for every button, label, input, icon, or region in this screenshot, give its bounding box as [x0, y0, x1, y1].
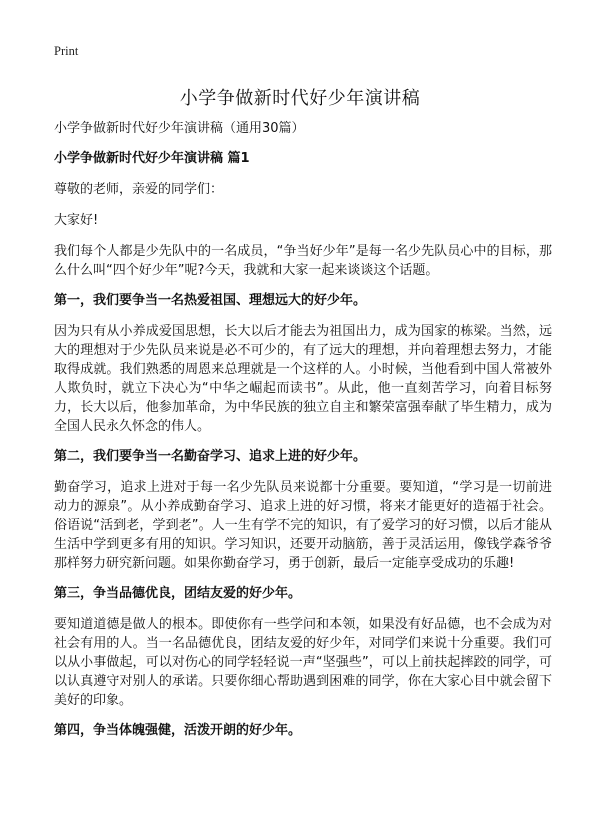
- page-title: 小学争做新时代好少年演讲稿: [179, 88, 421, 109]
- point-heading-3: 第三，争当品德优良，团结友爱的好少年。: [54, 586, 302, 601]
- intro-paragraph: 我们每个人都是少先队中的一名成员，“争当好少年”是每一名少先队员心中的目标，那么什么叫“四个好少年”呢?今天，我就和大家一起来谈谈这个话题。: [54, 244, 552, 278]
- section-heading: 小学争做新时代好少年演讲稿 篇1: [54, 151, 250, 166]
- document-body: [54, 120, 552, 752]
- point-paragraph-3: 要知道道德是做人的根本。即使你有一些学问和本领，如果没有好品德，也不会成为对社会有用的人。当一名品德优良，团结友爱的好少年，对同学们来说十分重要。我们可以从小事做起，可以对伤心的同学轻轻说一声“坚强些”，可以上前扶起摔跤的同学，可以认真遵守对别人的承诺。只要你细心帮助遇到困难的同学，你在大家心目中就会留下美好的印象。: [54, 617, 552, 708]
- greeting-paragraph: 尊敬的老师，亲爱的同学们：: [54, 182, 224, 197]
- point-paragraph-2: 勤奋学习，追求上进对于每一名少先队员来说都十分重要。要知道，“学习是一切前进动力的源泉”。从小养成勤奋学习、追求上进的好习惯，将来才能更好的造福于社会。俗语说“活到老，学到老”。人一生有学不完的知识，有了爱学习的好习惯，以后才能从生活中学到更多有用的知识。学习知识，还要开动脑筋，善于灵活运用，像钱学森爷爷那样努力研究新问题。如果你勤奋学习，勇于创新，最后一定能享受成功的乐趣!: [54, 480, 552, 571]
- print-link[interactable]: Print: [54, 44, 79, 58]
- point-heading-2: 第二，我们要争当一名勤奋学习、追求上进的好少年。: [54, 449, 367, 464]
- point-paragraph-1: 因为只有从小养成爱国思想，长大以后才能去为祖国出力，成为国家的栋梁。当然，远大的理想对于少先队员来说是必不可少的，有了远大的理想，并向着理想去努力，才能取得成就。我们熟悉的周恩来总理就是一个这样的人。小时候，当他看到中国人常被外人欺负时，就立下决心为“中华之崛起而读书”。从此，他一直刻苦学习，向着目标努力，长大以后，他参加革命，为中华民族的独立自主和繁荣富强奉献了毕生精力，成为全国人民永久怀念的伟人。: [54, 324, 552, 434]
- document-subtitle: 小学争做新时代好少年演讲稿（通用30篇）: [54, 121, 305, 136]
- point-heading-4: 第四，争当体魄强健，活泼开朗的好少年。: [54, 723, 302, 738]
- point-heading-1: 第一，我们要争当一名热爱祖国、理想远大的好少年。: [54, 293, 367, 308]
- hello-paragraph: 大家好!: [54, 213, 99, 228]
